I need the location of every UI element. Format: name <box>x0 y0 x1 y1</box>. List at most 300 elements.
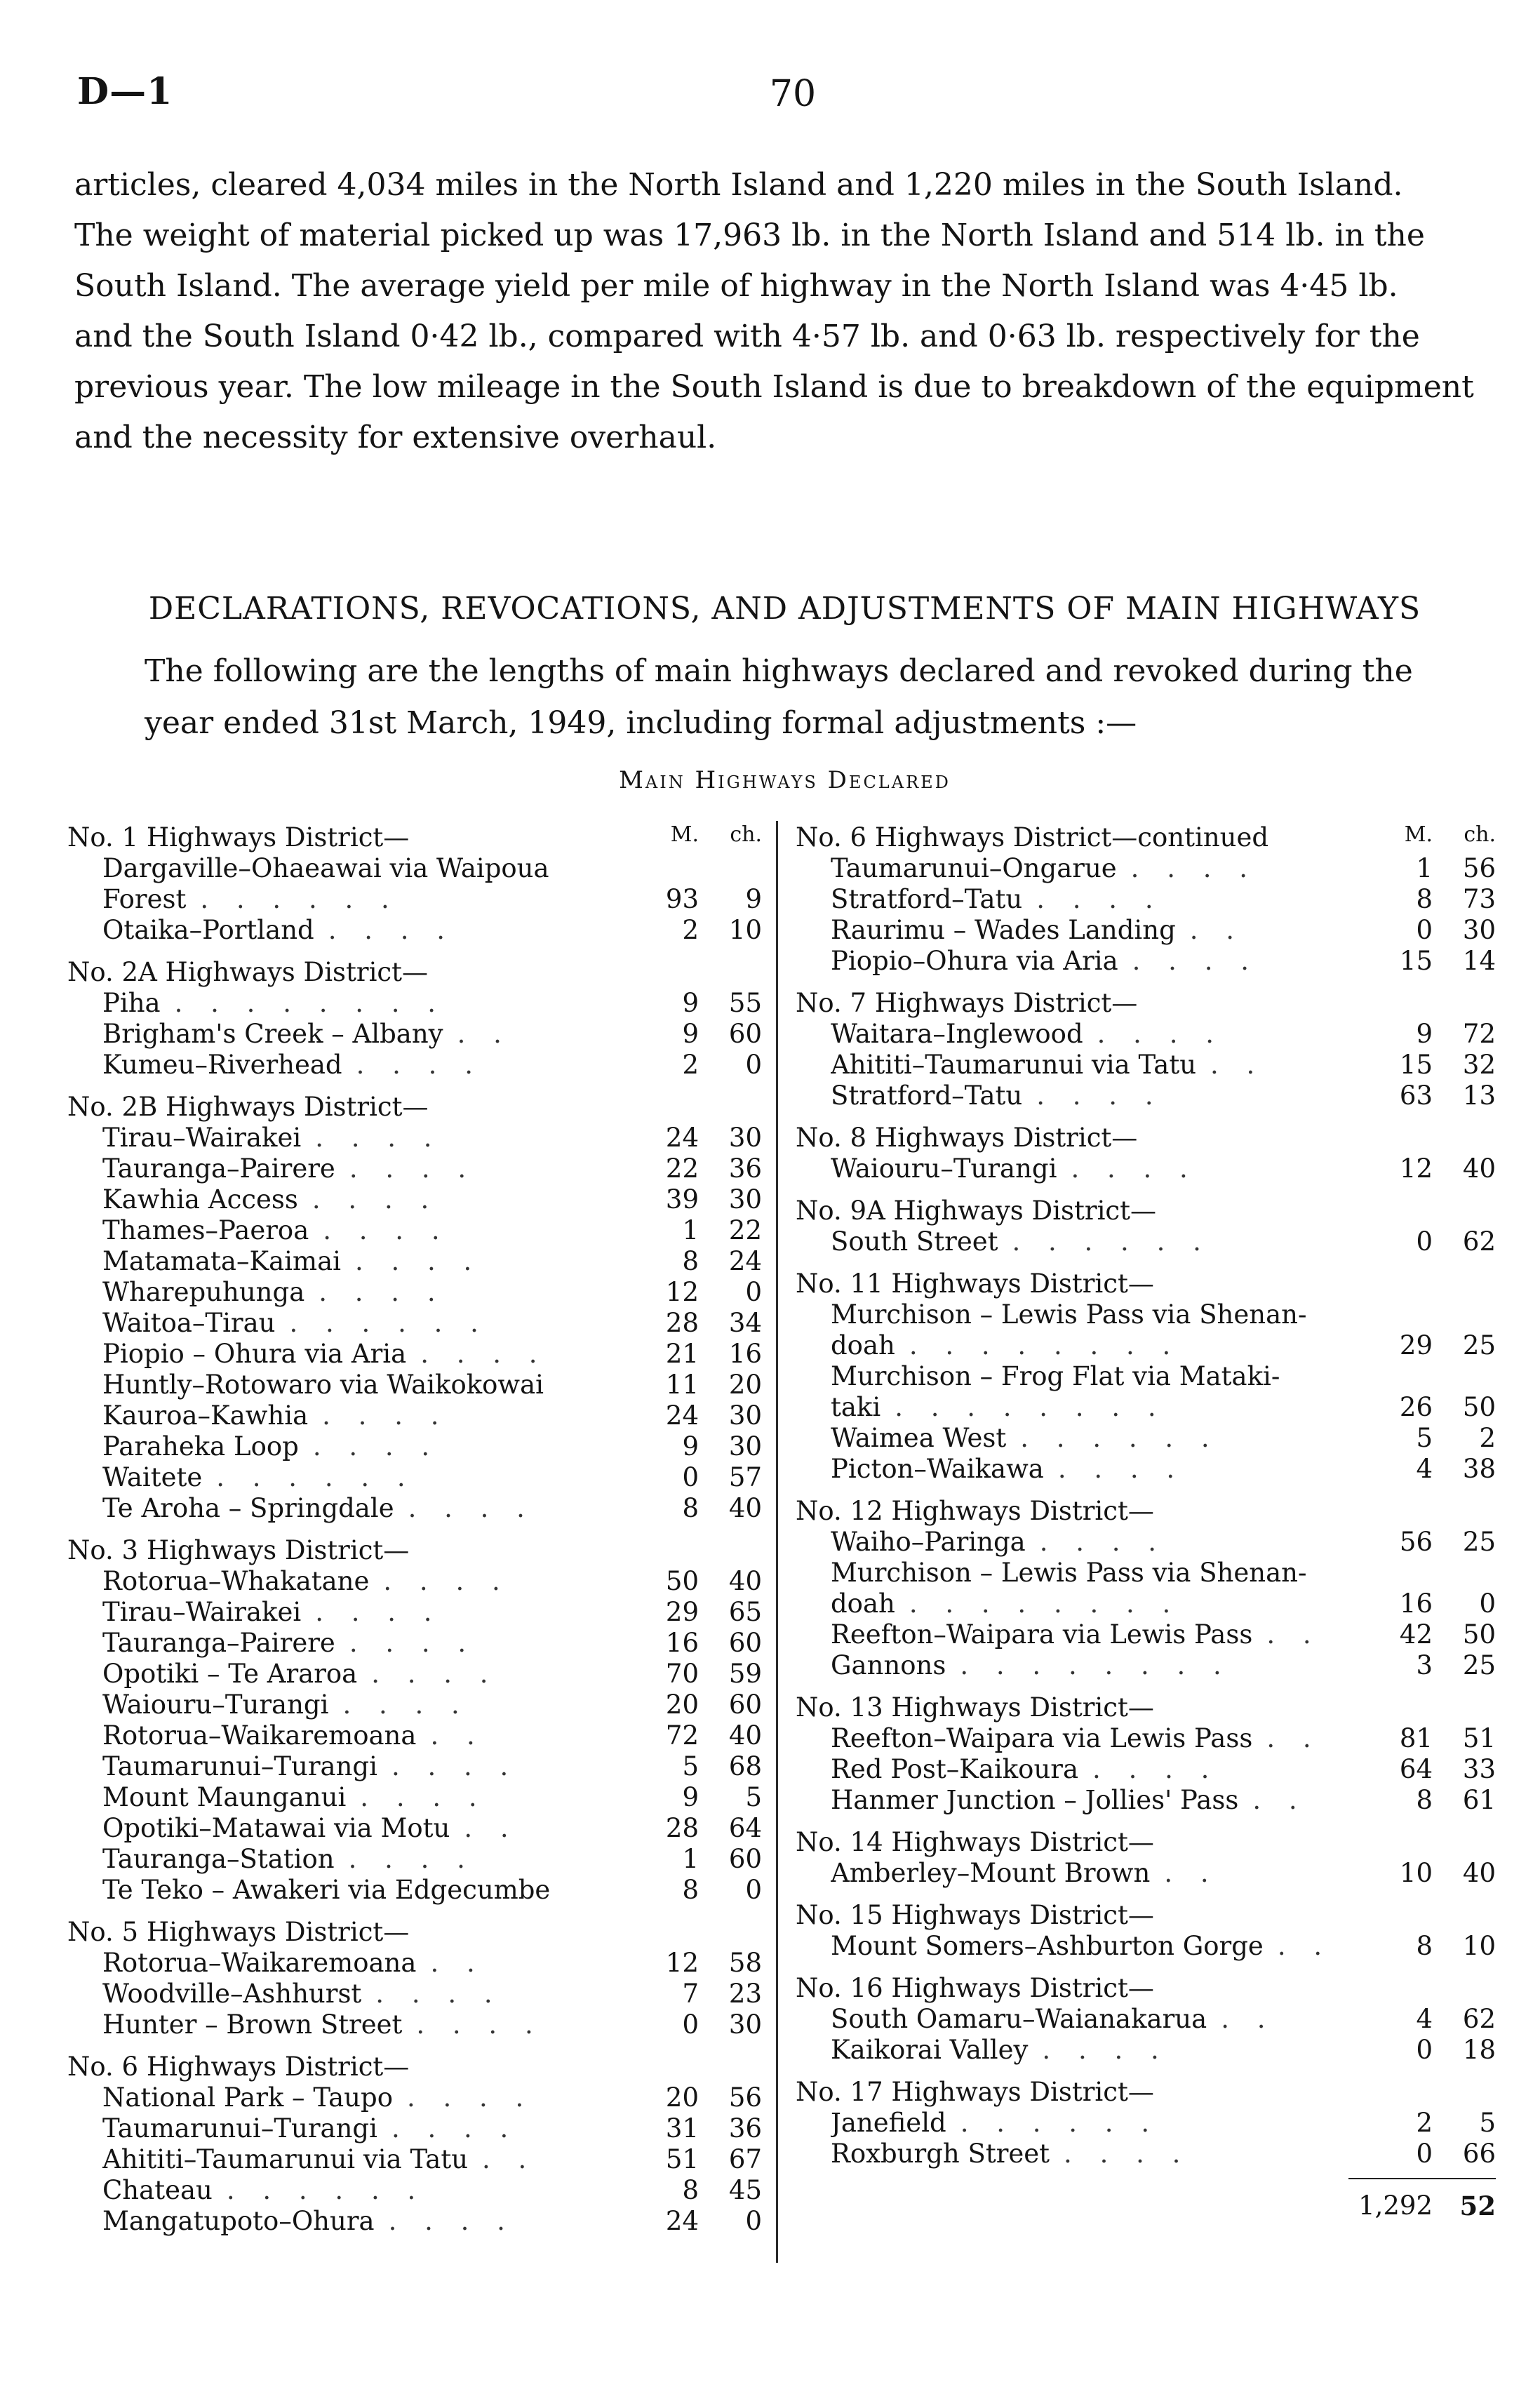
district-block <box>796 1827 1496 1889</box>
highway-name <box>102 1246 650 1277</box>
total-row <box>796 2189 1496 2223</box>
leader-dots: . . <box>1189 915 1245 945</box>
leader-dots: . . <box>1252 1785 1307 1815</box>
highway-name <box>831 1361 1384 1392</box>
chains-value: 66 <box>1462 2139 1496 2169</box>
highway-name-text: Tirau–Wairakei <box>102 1123 302 1153</box>
intro-line: articles, cleared 4,034 miles in the North Island and 1,220 miles in the South Island. <box>74 167 1403 203</box>
leader-dots: . . . . . . . . <box>895 1392 1166 1422</box>
chains-value: 0 <box>745 1875 762 1905</box>
highway-name <box>831 915 1384 946</box>
district-title: No. 15 Highways District— <box>796 1900 1154 1930</box>
chains-value: 62 <box>1462 2004 1496 2034</box>
leader-dots: . . . . <box>356 1050 483 1080</box>
district-block <box>67 2052 762 2237</box>
highway-name-text: Ahititi–Taumarunui via Tatu <box>831 1050 1197 1080</box>
right-column <box>796 822 1496 2223</box>
highway-name-text: Rotorua–Waikaremoana <box>102 1948 417 1978</box>
highway-row <box>796 1153 1496 1184</box>
highway-name <box>831 2004 1384 2035</box>
highway-row <box>67 1246 762 1277</box>
chains-value: 40 <box>1462 1858 1496 1888</box>
district-block <box>796 1269 1496 1485</box>
chains-value: 0 <box>1479 1589 1496 1619</box>
highway-name-text: Kaikorai Valley <box>831 2035 1029 2065</box>
highway-row <box>67 1690 762 1720</box>
highway-row <box>67 1782 762 1813</box>
miles-value: 9 <box>682 1019 699 1049</box>
highway-name <box>102 2206 650 2237</box>
leader-dots: . . . . <box>360 1782 487 1812</box>
chains-value: 16 <box>728 1339 762 1369</box>
district-title: No. 6 Highways District— <box>67 2052 410 2082</box>
highway-row <box>796 1650 1496 1681</box>
highway-row <box>796 1330 1496 1361</box>
highway-name-text: Ahititi–Taumarunui via Tatu <box>102 2144 469 2174</box>
leader-dots: . . . . <box>1036 1081 1163 1111</box>
highway-name-text: Brigham's Creek – Albany <box>102 1019 443 1049</box>
miles-value: 20 <box>665 1690 699 1720</box>
chains-value: 30 <box>728 1123 762 1153</box>
highway-name-text: Tauranga–Pairere <box>102 1153 335 1184</box>
highway-name-text: Mangatupoto–Ohura <box>102 2206 375 2236</box>
highway-name <box>102 1308 650 1339</box>
highway-name-text: Waitoa–Tirau <box>102 1308 276 1338</box>
intro-line: and the South Island 0·42 lb., compared with 4·57 lb. and 0·63 lb. respectively for the <box>74 319 1420 354</box>
leader-dots: . . . . <box>1132 946 1259 976</box>
miles-value: 50 <box>665 1566 699 1596</box>
miles-value: 8 <box>682 2175 699 2205</box>
leader-dots: . . <box>1164 1858 1219 1888</box>
leader-dots: . . . . <box>416 2009 543 2040</box>
miles-value: 4 <box>1416 2004 1433 2034</box>
miles-value: 1 <box>682 1844 699 1874</box>
highway-name <box>831 1454 1384 1485</box>
highway-row <box>67 1948 762 1979</box>
chains-value: 57 <box>728 1462 762 1492</box>
highway-row <box>796 1361 1496 1392</box>
chains-value: 55 <box>728 988 762 1018</box>
chains-value: 72 <box>1462 1019 1496 1049</box>
chains-header: ch. <box>730 822 762 847</box>
document-code: D—1 <box>77 70 173 113</box>
leader-dots <box>1280 1361 1294 1391</box>
chains-value: 73 <box>1462 884 1496 914</box>
highway-name-text: Waimea West <box>831 1423 1007 1453</box>
highway-name <box>831 1081 1384 1111</box>
highway-row <box>67 1628 762 1659</box>
miles-value: 42 <box>1399 1619 1433 1650</box>
highway-name-text: Murchison – Lewis Pass via Shenan- <box>831 1299 1307 1330</box>
intro-line: and the necessity for extensive overhaul. <box>74 420 717 455</box>
highway-name-text: South Oamaru–Waianakarua <box>831 2004 1207 2034</box>
highway-name-text: Te Aroha – Springdale <box>102 1493 394 1523</box>
highway-name <box>102 2175 650 2206</box>
leader-dots <box>1307 1558 1321 1588</box>
highway-name-text: Mount Maunganui <box>102 1782 347 1812</box>
highway-name <box>831 1619 1384 1650</box>
district-block <box>796 1196 1496 1257</box>
intro-line: South Island. The average yield per mile of highway in the North Island was 4·45 lb. <box>74 268 1398 304</box>
chains-value: 60 <box>728 1628 762 1658</box>
lead-line: The following are the lengths of main highways declared and revoked during the <box>145 653 1413 689</box>
district-block <box>796 988 1496 1111</box>
highway-name <box>102 1184 650 1215</box>
highway-name-text: Forest <box>102 884 187 914</box>
highway-row <box>796 2108 1496 2139</box>
chains-value: 33 <box>1462 1754 1496 1784</box>
chains-value: 56 <box>1462 853 1496 883</box>
miles-value: 12 <box>665 1948 699 1978</box>
highway-row <box>67 2009 762 2040</box>
district-block <box>796 1900 1496 1962</box>
leader-dots: . . . . . . <box>216 1462 415 1492</box>
highway-name-text: Piopio – Ohura via Aria <box>102 1339 407 1369</box>
district-title: No. 2B Highways District— <box>67 1092 429 1122</box>
highway-row <box>67 1659 762 1690</box>
highway-row <box>67 915 762 946</box>
miles-value: 8 <box>682 1246 699 1276</box>
miles-header: M. <box>670 822 699 847</box>
chains-value: 50 <box>1462 1392 1496 1422</box>
miles-value: 70 <box>665 1659 699 1689</box>
chains-value: 60 <box>728 1690 762 1720</box>
leader-dots: . . . . . . . . <box>909 1330 1181 1360</box>
highway-name <box>831 1931 1384 1962</box>
leader-dots: . . . . <box>328 915 455 945</box>
district-block <box>796 2077 1496 2169</box>
highway-name-text: Waitete <box>102 1462 203 1492</box>
highway-name <box>831 1558 1384 1589</box>
highway-name-text: Piopio–Ohura via Aria <box>831 946 1118 976</box>
highway-name-text: Amberley–Mount Brown <box>831 1858 1151 1888</box>
highway-row <box>67 1566 762 1597</box>
leader-dots: . . . . <box>1039 1527 1167 1557</box>
district-block <box>796 1692 1496 1816</box>
highway-row <box>67 1019 762 1050</box>
highway-name <box>102 1813 650 1844</box>
highway-name-text: Opotiki–Matawai via Motu <box>102 1813 450 1843</box>
right-district-list <box>796 822 1496 2169</box>
highway-row <box>67 1215 762 1246</box>
highway-name <box>831 1153 1384 1184</box>
highway-row <box>796 1589 1496 1619</box>
chains-value: 25 <box>1462 1330 1496 1360</box>
miles-value: 2 <box>682 915 699 945</box>
highway-name <box>102 1050 650 1081</box>
highway-name-text: Picton–Waikawa <box>831 1454 1044 1484</box>
leader-dots: . . . . <box>406 2082 534 2113</box>
chains-value: 25 <box>1462 1650 1496 1680</box>
district-block <box>67 1092 762 1524</box>
leader-dots: . . . . <box>375 1979 502 2009</box>
district-title: No. 9A Highways District— <box>796 1196 1157 1226</box>
highway-name-text: Kumeu–Riverhead <box>102 1050 342 1080</box>
highway-name-text: Reefton–Waipara via Lewis Pass <box>831 1723 1253 1753</box>
miles-value: 24 <box>665 2206 699 2236</box>
highway-name-text: Kawhia Access <box>102 1184 298 1215</box>
miles-value: 64 <box>1399 1754 1433 1784</box>
leader-dots: . . . . <box>354 1246 482 1276</box>
highway-name <box>831 1527 1384 1558</box>
intro-paragraph <box>74 160 1495 463</box>
highway-name-text: Waiouru–Turangi <box>831 1153 1057 1184</box>
miles-value: 2 <box>682 1050 699 1080</box>
district-title: No. 14 Highways District— <box>796 1827 1154 1857</box>
leader-dots: . . . . <box>312 1431 440 1462</box>
leader-dots: . . . . <box>420 1339 547 1369</box>
highway-name-text: Rotorua–Whakatane <box>102 1566 370 1596</box>
leader-dots: . . . . . . <box>289 1308 488 1338</box>
highway-name-text: Murchison – Frog Flat via Mataki- <box>831 1361 1280 1391</box>
highway-name <box>102 1948 650 1979</box>
highway-name-text: Raurimu – Wades Landing <box>831 915 1176 945</box>
highway-row <box>796 1723 1496 1754</box>
highway-name-text: Murchison – Lewis Pass via Shenan- <box>831 1558 1307 1588</box>
highway-name-text: Waitara–Inglewood <box>831 1019 1083 1049</box>
chains-value: 59 <box>728 1659 762 1689</box>
highway-row <box>67 2144 762 2175</box>
highway-name-text: Piha <box>102 988 161 1018</box>
highway-name-text: Rotorua–Waikaremoana <box>102 1720 417 1751</box>
leader-dots: . . . . . . <box>200 884 399 914</box>
highway-name-text: Woodville–Ashhurst <box>102 1979 362 2009</box>
highway-row <box>796 1454 1496 1485</box>
highway-row <box>796 1754 1496 1785</box>
leader-dots: . . <box>1221 2004 1275 2034</box>
miles-value: 0 <box>1416 2139 1433 2169</box>
miles-value: 10 <box>1399 1858 1433 1888</box>
chains-value: 13 <box>1462 1081 1496 1111</box>
chains-value: 67 <box>728 2144 762 2174</box>
highway-name <box>102 2113 650 2144</box>
miles-value: 12 <box>665 1277 699 1307</box>
highway-row <box>67 1462 762 1493</box>
highway-row <box>796 1527 1496 1558</box>
highway-name-text: Matamata–Kaimai <box>102 1246 341 1276</box>
highway-name <box>102 1339 650 1370</box>
leader-dots <box>1307 1299 1321 1330</box>
highway-name <box>102 1690 650 1720</box>
total-rule <box>1348 2178 1496 2179</box>
leader-dots: . . . . <box>383 1566 510 1596</box>
highway-row <box>67 1308 762 1339</box>
chains-value: 34 <box>728 1308 762 1338</box>
leader-dots: . . . . <box>349 1153 476 1184</box>
highway-name <box>102 853 650 884</box>
highway-name-text: National Park – Taupo <box>102 2082 393 2113</box>
highway-row <box>796 1392 1496 1423</box>
chains-value: 58 <box>728 1948 762 1978</box>
highway-name <box>831 1330 1384 1361</box>
highway-row <box>796 2004 1496 2035</box>
highway-name <box>831 1226 1384 1257</box>
miles-value: 93 <box>665 884 699 914</box>
miles-value: 8 <box>1416 1931 1433 1961</box>
chains-value: 0 <box>745 1277 762 1307</box>
highway-name-text: Thames–Paeroa <box>102 1215 309 1245</box>
miles-value: 28 <box>665 1308 699 1338</box>
miles-value: 29 <box>665 1597 699 1627</box>
lead-line: year ended 31st March, 1949, including formal adjustments :— <box>145 705 1137 741</box>
highway-name-text: Opotiki – Te Araroa <box>102 1659 358 1689</box>
miles-value: 24 <box>665 1123 699 1153</box>
highway-name <box>831 946 1384 977</box>
leader-dots: . . . . <box>315 1123 442 1153</box>
highway-name-text: Gannons <box>831 1650 946 1680</box>
highway-row <box>796 2139 1496 2169</box>
highway-name <box>102 1844 650 1875</box>
highway-name <box>102 1370 650 1400</box>
highway-name-text: Otaika–Portland <box>102 915 314 945</box>
highway-row <box>796 1226 1496 1257</box>
district-block <box>67 1535 762 1906</box>
highway-row <box>67 1720 762 1751</box>
chains-header: ch. <box>1464 822 1496 847</box>
leader-dots: . . <box>464 1813 518 1843</box>
district-title: No. 13 Highways District— <box>796 1692 1154 1723</box>
highway-name <box>831 1754 1384 1785</box>
leader-dots: . . . . . . . . <box>960 1650 1231 1680</box>
chains-value: 62 <box>1462 1226 1496 1257</box>
total-chains: 52 <box>1459 2191 1496 2221</box>
highway-name <box>102 988 650 1019</box>
chains-value: 10 <box>1462 1931 1496 1961</box>
chains-value: 50 <box>1462 1619 1496 1650</box>
highway-row <box>67 1370 762 1400</box>
highway-name <box>102 915 650 946</box>
leader-dots: . . . . <box>315 1597 442 1627</box>
highway-row <box>67 1153 762 1184</box>
district-title: No. 12 Highways District— <box>796 1496 1154 1526</box>
highway-name <box>831 1423 1384 1454</box>
miles-value: 72 <box>665 1720 699 1751</box>
miles-value: 0 <box>682 1462 699 1492</box>
highway-name <box>831 1785 1384 1816</box>
chains-value: 40 <box>728 1720 762 1751</box>
miles-value: 0 <box>1416 2035 1433 2065</box>
miles-value: 15 <box>1399 1050 1433 1080</box>
miles-value: 0 <box>1416 1226 1433 1257</box>
chains-value: 23 <box>728 1979 762 2009</box>
highway-name <box>831 1392 1384 1423</box>
highway-name <box>831 1019 1384 1050</box>
leader-dots: . . . . . . . . <box>174 988 446 1018</box>
miles-value: 29 <box>1399 1330 1433 1360</box>
chains-value: 30 <box>728 1431 762 1462</box>
highway-name <box>102 2144 650 2175</box>
table-title: Main Highways Declared <box>619 766 951 794</box>
highway-name-text: Roxburgh Street <box>831 2139 1050 2169</box>
leader-dots: . . . . <box>319 1277 446 1307</box>
chains-value: 38 <box>1462 1454 1496 1484</box>
left-column-header <box>650 822 762 847</box>
leader-dots: . . <box>1266 1619 1321 1650</box>
highway-row <box>796 1299 1496 1330</box>
highway-row <box>796 1858 1496 1889</box>
highway-row <box>796 1558 1496 1589</box>
district-block <box>67 957 762 1081</box>
highway-name <box>102 1462 650 1493</box>
miles-value: 9 <box>682 1431 699 1462</box>
leader-dots: . . . . <box>371 1659 498 1689</box>
miles-value: 63 <box>1399 1081 1433 1111</box>
miles-value: 7 <box>682 1979 699 2009</box>
highway-name <box>831 884 1384 915</box>
highway-row <box>796 915 1496 946</box>
miles-value: 22 <box>665 1153 699 1184</box>
leader-dots: . . . . <box>391 1751 518 1781</box>
chains-value: 64 <box>728 1813 762 1843</box>
highway-name <box>831 1299 1384 1330</box>
miles-value: 81 <box>1399 1723 1433 1753</box>
highway-row <box>67 884 762 915</box>
highway-name <box>831 2108 1384 2139</box>
leader-dots: . . . . <box>1130 853 1258 883</box>
highway-row <box>796 2035 1496 2066</box>
leader-dots: . . . . <box>342 1690 469 1720</box>
highway-row <box>67 1184 762 1215</box>
district-title: No. 7 Highways District— <box>796 988 1138 1018</box>
right-column-header <box>1384 822 1496 847</box>
district-title: No. 2A Highways District— <box>67 957 429 987</box>
chains-value: 20 <box>728 1370 762 1400</box>
chains-value: 30 <box>728 1400 762 1431</box>
leader-dots <box>550 1875 564 1905</box>
chains-value: 22 <box>728 1215 762 1245</box>
highway-row <box>67 1123 762 1153</box>
left-column <box>67 822 762 2237</box>
miles-value: 28 <box>665 1813 699 1843</box>
intro-line: The weight of material picked up was 17,963 lb. in the North Island and 514 lb. in the <box>74 218 1425 253</box>
highway-name-text: Janefield <box>831 2108 946 2138</box>
left-district-list <box>67 822 762 2237</box>
highway-name-text: Taumarunui–Ongarue <box>831 853 1117 883</box>
highway-name <box>102 2009 650 2040</box>
leader-dots: . . . . <box>1071 1153 1198 1184</box>
lead-paragraph <box>74 646 1495 749</box>
highway-name-text: Te Teko – Awakeri via Edgecumbe <box>102 1875 551 1905</box>
miles-value: 9 <box>682 1782 699 1812</box>
leader-dots: . . . . <box>1092 1754 1219 1784</box>
highway-row <box>67 1751 762 1782</box>
highway-row <box>67 1339 762 1370</box>
leader-dots: . . <box>1266 1723 1321 1753</box>
chains-value: 60 <box>728 1844 762 1874</box>
highway-name <box>831 1723 1384 1754</box>
highway-name <box>102 1123 650 1153</box>
highway-name <box>102 1782 650 1813</box>
highway-name <box>102 1875 650 1906</box>
highway-row <box>67 1493 762 1524</box>
highway-name-text: Waiouru–Turangi <box>102 1690 329 1720</box>
section-title: DECLARATIONS, REVOCATIONS, AND ADJUSTMENTS OF MAIN HIGHWAYS <box>148 591 1421 627</box>
chains-value: 5 <box>1479 2108 1496 2138</box>
leader-dots: . . . . <box>1064 2139 1191 2169</box>
miles-value: 56 <box>1399 1527 1433 1557</box>
highway-name-text: Taumarunui–Turangi <box>102 1751 377 1781</box>
leader-dots: . . . . <box>408 1493 535 1523</box>
highway-name <box>102 1493 650 1524</box>
chains-value: 25 <box>1462 1527 1496 1557</box>
highway-name <box>102 1720 650 1751</box>
chains-value: 45 <box>728 2175 762 2205</box>
highway-name-text: Hanmer Junction – Jollies' Pass <box>831 1785 1239 1815</box>
highway-name-text: Tauranga–Pairere <box>102 1628 335 1658</box>
miles-header: M. <box>1404 822 1433 847</box>
district-block <box>796 1973 1496 2066</box>
highway-name <box>102 1153 650 1184</box>
